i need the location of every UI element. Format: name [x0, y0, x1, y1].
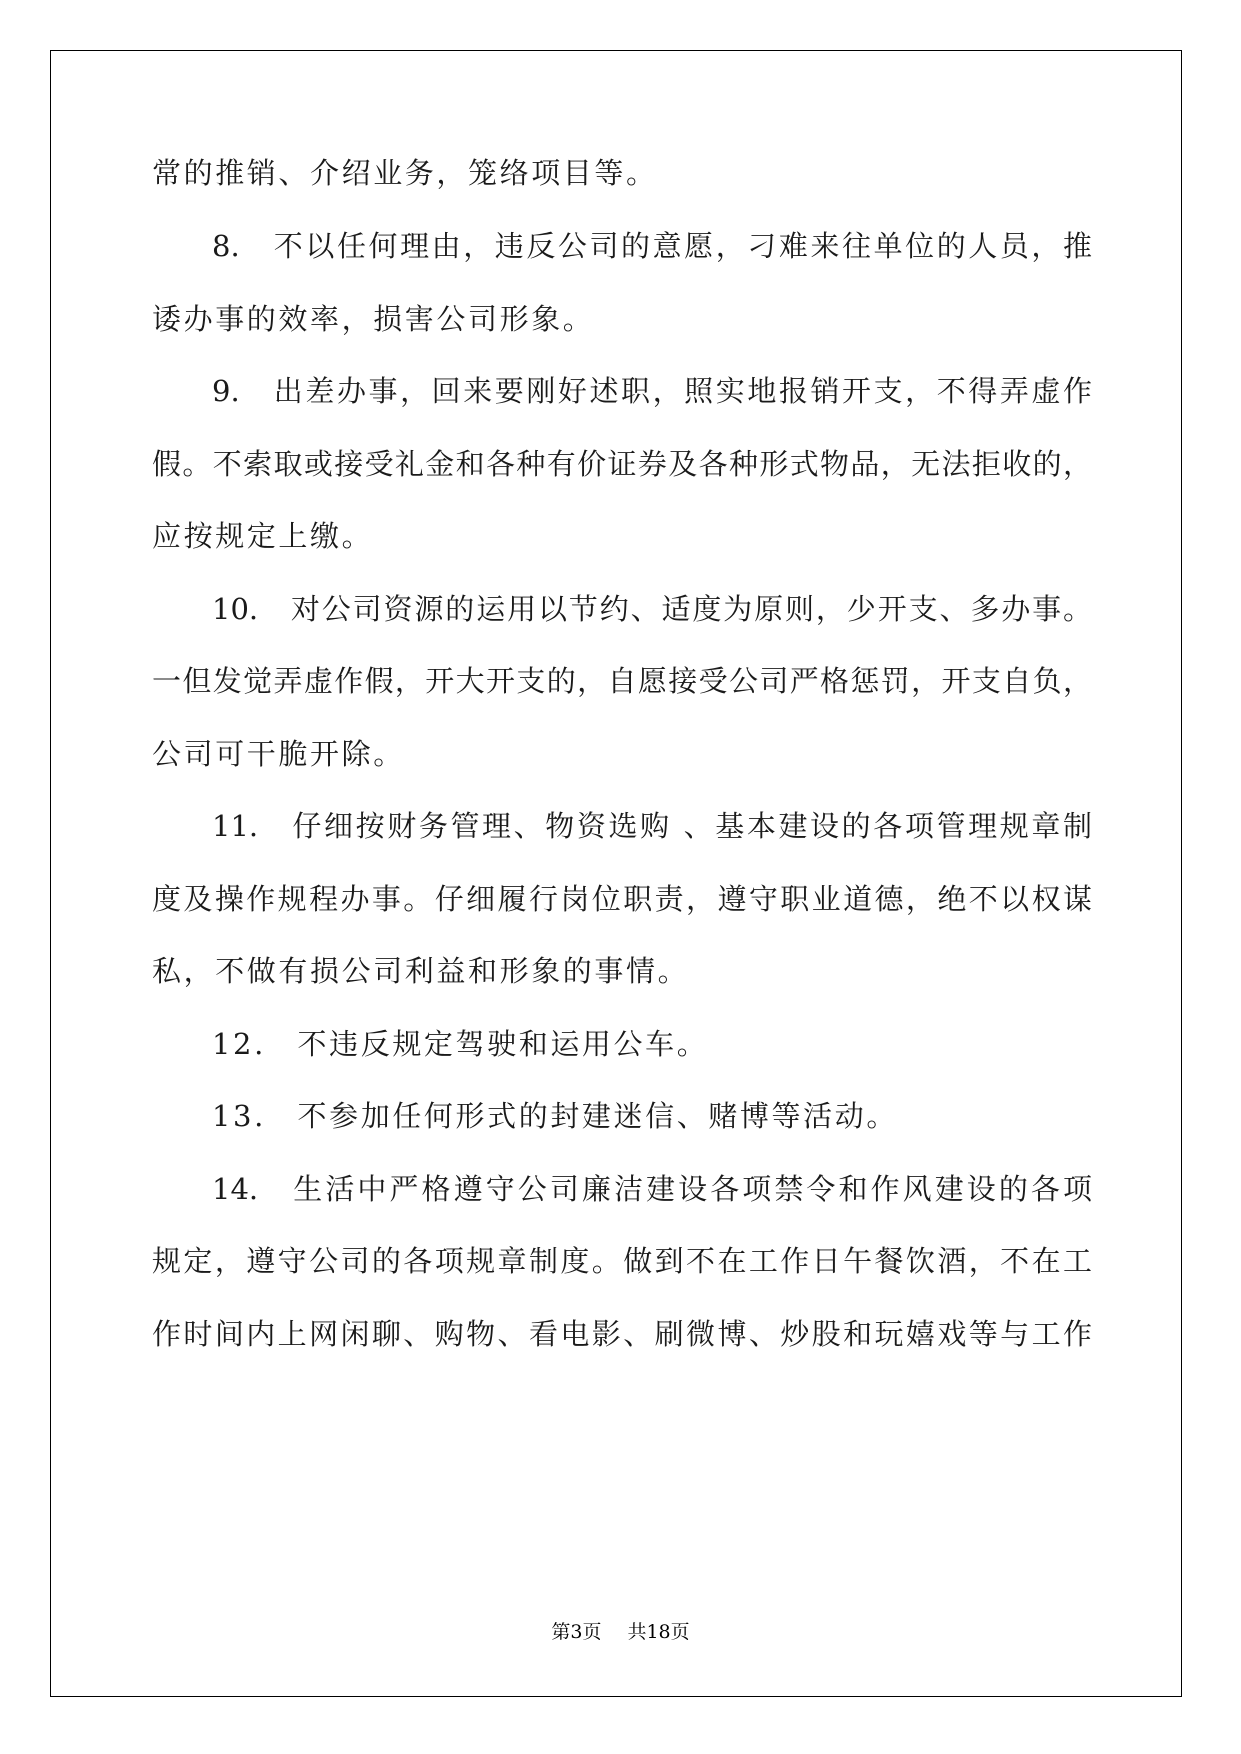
text-line: 10. 对公司资源的运用以节约、适度为原则，少开支、多办事。: [212, 592, 1092, 626]
text-line: 应按规定上缴。: [152, 519, 374, 553]
page-number: 第3页: [551, 1621, 602, 1643]
page-footer: [0, 1620, 1241, 1644]
text-line: 公司可干脆开除。: [152, 737, 405, 771]
page-border: [50, 50, 1182, 1697]
text-line: 13. 不参加任何形式的封建迷信、赌博等活动。: [212, 1099, 898, 1133]
text-line: 作时间内上网闲聊、购物、看电影、刷微博、炒股和玩嬉戏等与工作: [152, 1317, 1092, 1351]
text-line: 8. 不以任何理由，违反公司的意愿，刁难来往单位的人员，推: [212, 229, 1092, 263]
text-line: 私，不做有损公司利益和形象的事情。: [152, 954, 690, 988]
text-line: 假。不索取或接受礼金和各种有价证券及各种形式物品，无法拒收的，: [152, 447, 1092, 481]
text-line: 14. 生活中严格遵守公司廉洁建设各项禁令和作风建设的各项: [212, 1172, 1092, 1206]
text-line: 规定，遵守公司的各项规章制度。做到不在工作日午餐饮酒，不在工: [152, 1244, 1092, 1278]
text-line: 11. 仔细按财务管理、物资选购 、基本建设的各项管理规章制: [212, 809, 1092, 843]
page-total: 共18页: [627, 1621, 690, 1643]
text-line: 度及操作规程办事。仔细履行岗位职责，遵守职业道德，绝不以权谋: [152, 882, 1092, 916]
text-line: 诿办事的效率，损害公司形象。: [152, 302, 595, 336]
text-line: 一但发觉弄虚作假，开大开支的，自愿接受公司严格惩罚，开支自负，: [152, 664, 1092, 698]
text-line: 9. 出差办事，回来要刚好述职，照实地报销开支，不得弄虚作: [212, 374, 1092, 408]
text-line: 12. 不违反规定驾驶和运用公车。: [212, 1027, 709, 1061]
text-line: 常的推销、介绍业务，笼络项目等。: [152, 156, 658, 190]
